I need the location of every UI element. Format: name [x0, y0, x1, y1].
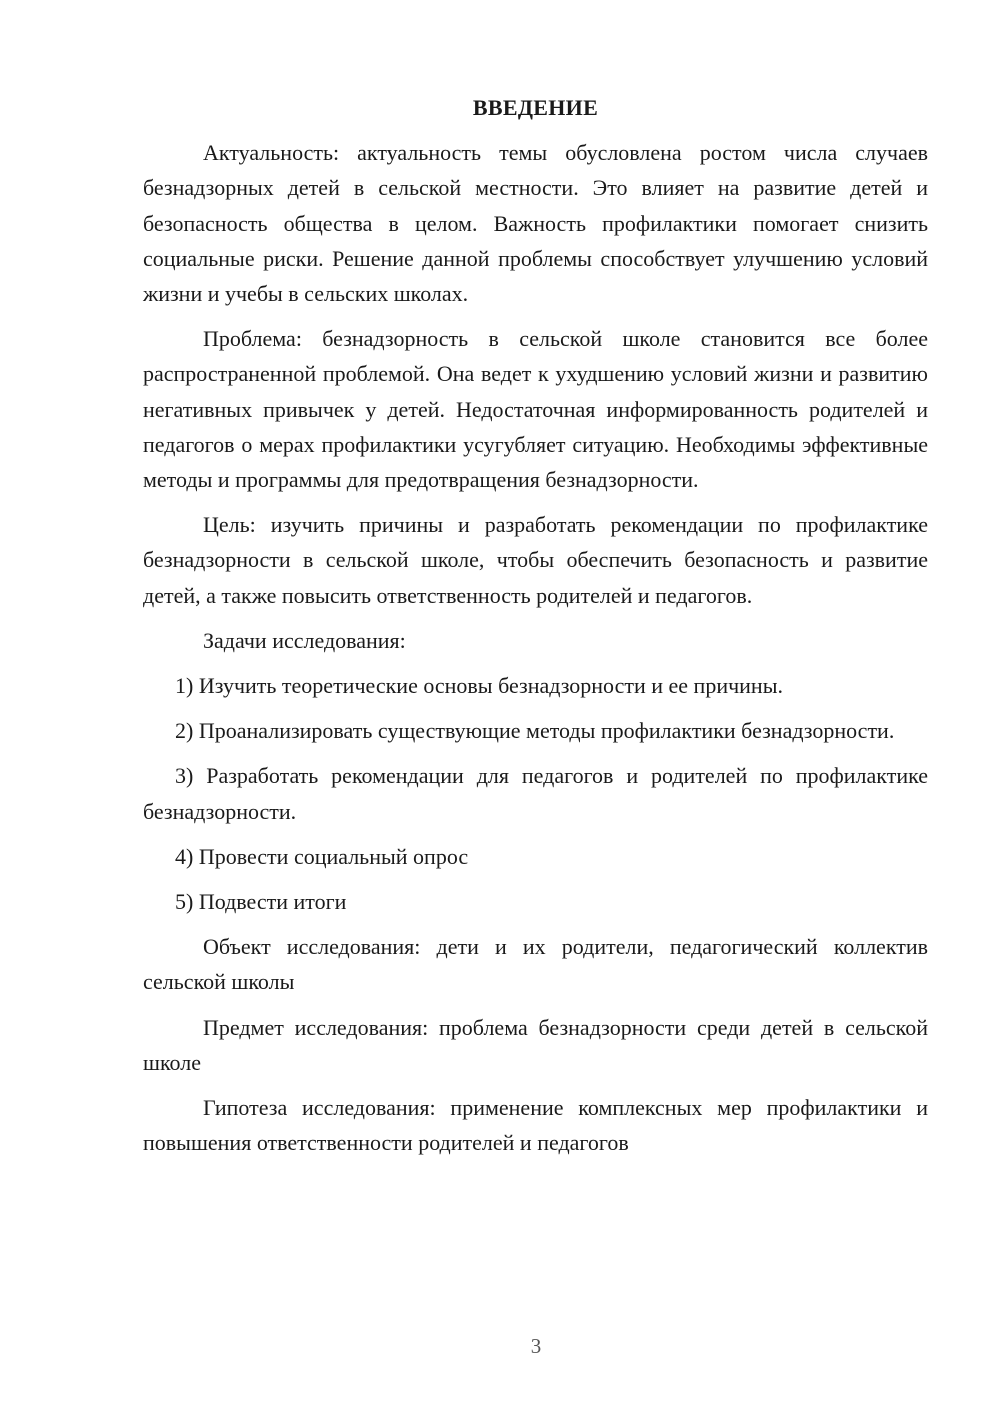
paragraph-subject: Предмет исследования: проблема безнадзорности среди детей в сельской школе	[143, 1014, 928, 1075]
paragraph-goal: Цель: изучить причины и разработать рекомендации по профилактике безнадзорности в сельской школе, чтобы обеспечить безопасность и развитие детей, а также повысить ответственность родителей и педагогов.	[143, 512, 928, 608]
task-item-4: 4) Провести социальный опрос	[175, 843, 469, 869]
paragraph-object: Объект исследования: дети и их родители, педагогический коллектив сельской школы	[143, 934, 928, 995]
paragraph-problem: Проблема: безнадзорность в сельской школе становится все более распространенной проблемой. Она ведет к ухудшению условий жизни и развитию негативных привычек у детей. Недостаточная информированность родителей и педагогов о мерах профилактики усугубляет ситуацию. Необходимы эффективные методы и программы для предотвращения безнадзорности.	[143, 326, 928, 493]
page-body	[143, 90, 928, 1170]
page-number: 3	[530, 1334, 542, 1358]
paragraph-relevance: Актуальность: актуальность темы обусловлена ростом числа случаев безнадзорных детей в сельской местности. Это влияет на развитие детей и безопасность общества в целом. Важность профилактики помогает снизить социальные риски. Решение данной проблемы способствует улучшению условий жизни и учебы в сельских школах.	[143, 140, 928, 307]
task-item-2: 2) Проанализировать существующие методы профилактики безнадзорности.	[175, 718, 895, 744]
tasks-heading: Задачи исследования:	[203, 627, 406, 653]
page-title: ВВЕДЕНИЕ	[472, 95, 599, 120]
paragraph-hypothesis: Гипотеза исследования: применение комплексных мер профилактики и повышения ответственности родителей и педагогов	[143, 1095, 928, 1156]
task-item-5: 5) Подвести итоги	[175, 889, 347, 915]
task-item-1: 1) Изучить теоретические основы безнадзорности и ее причины.	[175, 673, 783, 699]
task-item-3: 3) Разработать рекомендации для педагогов и родителей по профилактике безнадзорности.	[143, 763, 928, 824]
